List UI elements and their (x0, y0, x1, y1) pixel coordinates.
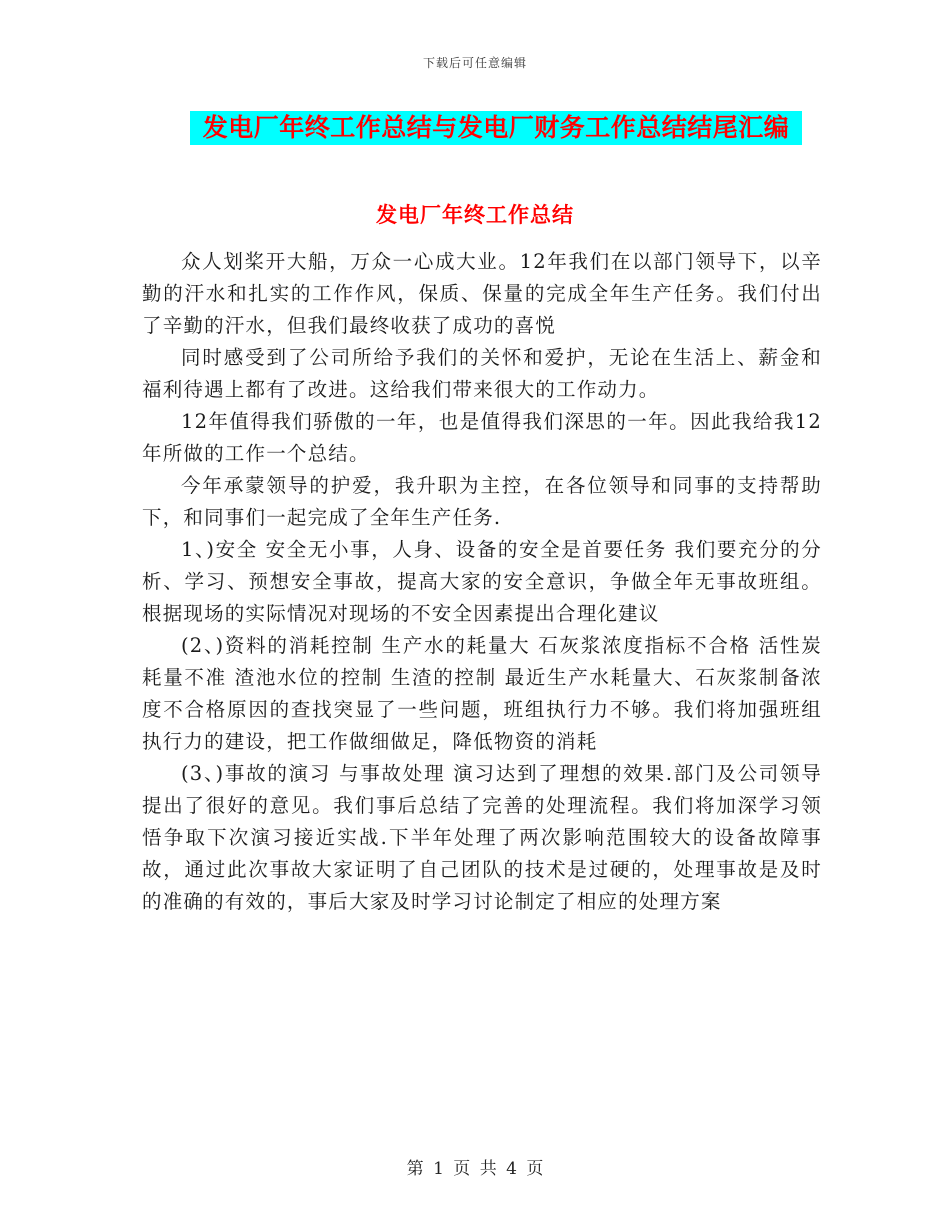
paragraph: (3、)事故的演习 与事故处理 演习达到了理想的效果.部门及公司领导提出了很好的意见。我们事后总结了完善的处理流程。我们将加深学习领悟争取下次演习接近实战.下半年处理了两次影响范围较大的设备故障事故，通过此次事故大家证明了自己团队的技术是过硬的，处理事故是及时的准确的有效的，事后大家及时学习讨论制定了相应的处理方案 (142, 762, 822, 913)
document-body (142, 246, 822, 918)
paragraph: 12年值得我们骄傲的一年，也是值得我们深思的一年。因此我给我12年所做的工作一个总结。 (142, 410, 822, 465)
document-title-highlight (190, 111, 802, 145)
page-number-footer: 第 1 页 共 4 页 (406, 1159, 544, 1179)
header-note: 下载后可任意编辑 (422, 56, 527, 70)
section-title: 发电厂年终工作总结 (376, 202, 574, 227)
document-title: 发电厂年终工作总结与发电厂财务工作总结结尾汇编 (202, 113, 790, 142)
paragraph: 同时感受到了公司所给予我们的关怀和爱护，无论在生活上、薪金和福利待遇上都有了改进。这给我们带来很大的工作动力。 (142, 346, 822, 401)
paragraph: 1、)安全 安全无小事，人身、设备的安全是首要任务 我们要充分的分析、学习、预想安全事故，提高大家的安全意识，争做全年无事故班组。根据现场的实际情况对现场的不安全因素提出合理化建议 (142, 538, 822, 625)
paragraph: (2、)资料的消耗控制 生产水的耗量大 石灰浆浓度指标不合格 活性炭耗量不准 渣池水位的控制 生渣的控制 最近生产水耗量大、石灰浆制备浓度不合格原因的查找突显了一些问题，班组执行力不够。我们将加强班组执行力的建设，把工作做细做足，降低物资的消耗 (142, 634, 822, 753)
paragraph: 众人划桨开大船，万众一心成大业。12年我们在以部门领导下，以辛勤的汗水和扎实的工作作风，保质、保量的完成全年生产任务。我们付出了辛勤的汗水，但我们最终收获了成功的喜悦 (142, 250, 822, 337)
paragraph: 今年承蒙领导的护爱，我升职为主控，在各位领导和同事的支持帮助下，和同事们一起完成了全年生产任务. (142, 474, 822, 529)
